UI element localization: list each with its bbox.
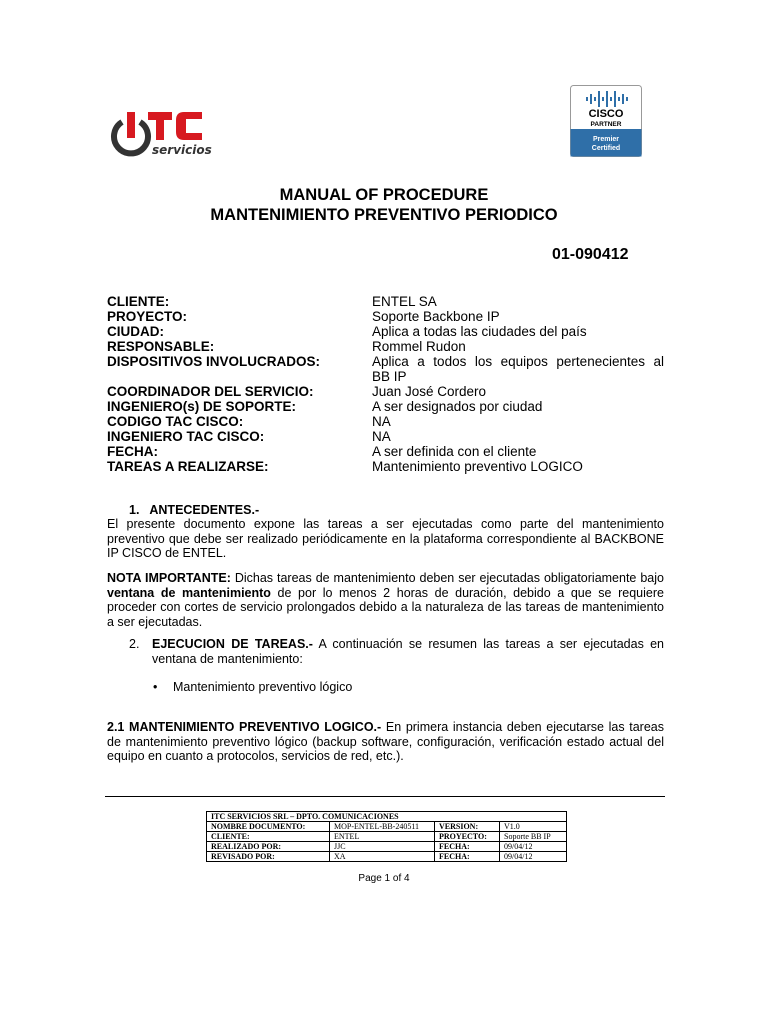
info-row-ingeniero-tac	[107, 429, 667, 444]
info-row-proyecto	[107, 309, 667, 324]
info-row-ingenieros	[107, 399, 667, 414]
power-icon	[114, 112, 148, 153]
table-cell: 09/04/12	[500, 842, 567, 852]
info-label: CLIENTE:	[107, 294, 170, 309]
list-item	[153, 680, 352, 694]
footer-header-row	[207, 812, 567, 822]
table-cell: FECHA:	[435, 852, 500, 862]
document-number: 01-090412	[552, 246, 629, 263]
info-row-fecha	[107, 444, 667, 459]
info-row-cliente	[107, 294, 667, 309]
table-cell: PROYECTO:	[435, 832, 500, 842]
section-1-heading: 1. ANTECEDENTES.-	[129, 503, 260, 517]
info-label: CIUDAD:	[107, 324, 164, 339]
section-2-1-text: En primera instancia deben ejecutarse las tareas de mantenimiento preventivo lógico (backup software, configuración, verificación estado actual del equipo en cuanto a protocolos, servicios de red, etc.).	[107, 720, 664, 763]
table-cell: 09/04/12	[500, 852, 567, 862]
footer-org: ITC SERVICIOS SRL – DPTO. COMUNICACIONES	[207, 812, 567, 822]
nota-bold-phrase: ventana de mantenimiento	[107, 585, 271, 600]
table-cell: NOMBRE DOCUMENTO:	[207, 822, 330, 832]
info-label: RESPONSABLE:	[107, 339, 215, 354]
info-label: CODIGO TAC CISCO:	[107, 414, 244, 429]
info-label: FECHA:	[107, 444, 158, 459]
table-cell: FECHA:	[435, 842, 500, 852]
info-value: NA	[372, 429, 391, 444]
info-value: Rommel Rudon	[372, 339, 466, 354]
section-2	[129, 637, 664, 666]
table-cell: MOP-ENTEL-BB-240511	[330, 822, 435, 832]
info-table	[107, 294, 667, 474]
svg-text:servicios: servicios	[152, 143, 212, 157]
table-row	[207, 842, 567, 852]
table-cell: V1.0	[500, 822, 567, 832]
info-label: INGENIERO TAC CISCO:	[107, 429, 265, 444]
info-value: Aplica a todas las ciudades del país	[372, 324, 587, 339]
table-cell: REALIZADO POR:	[207, 842, 330, 852]
cisco-partner-badge	[570, 85, 642, 157]
table-cell: Soporte BB IP	[500, 832, 567, 842]
info-row-codigo-tac	[107, 414, 667, 429]
info-value: Soporte Backbone IP	[372, 309, 500, 324]
badge-line3: Certified	[591, 145, 621, 152]
info-row-responsable	[107, 339, 667, 354]
footer-divider	[105, 796, 665, 797]
nota-text-1: Dichas tareas de mantenimiento deben ser ejecutadas obligatoriamente bajo	[230, 571, 664, 585]
section-2-heading: EJECUCION DE TAREAS.-	[152, 637, 313, 651]
table-cell: ENTEL	[330, 832, 435, 842]
info-value-line-2: BB IP	[372, 369, 407, 384]
section-2-1-heading: 2.1 MANTENIMIENTO PREVENTIVO LOGICO.-	[107, 720, 382, 734]
info-value: Mantenimiento preventivo LOGICO	[372, 459, 583, 474]
badge-brand: CISCO	[588, 108, 624, 120]
info-row-coordinador	[107, 384, 667, 399]
section-1-body: El presente documento expone las tareas a ser ejecutadas como parte del mantenimiento preventivo que debe ser realizado periódicamente en la plataforma correspondiente al BACKBONE IP CISCO de ENTEL.	[107, 517, 664, 560]
table-cell: REVISADO POR:	[207, 852, 330, 862]
title-line-1: MANUAL OF PROCEDURE	[279, 186, 489, 204]
info-value: NA	[372, 414, 391, 429]
info-label: INGENIERO(s) DE SOPORTE:	[107, 399, 297, 414]
table-cell: XA	[330, 852, 435, 862]
info-value	[372, 354, 664, 384]
nota-label: NOTA IMPORTANTE:	[107, 571, 231, 585]
info-value: Juan José Cordero	[372, 384, 487, 399]
section-2-number: 2.	[129, 637, 140, 651]
info-label: COORDINADOR DEL SERVICIO:	[107, 384, 314, 399]
nota-text-2: de por lo menos 2 horas de duración, debido a que se requiere proceder con cortes de servicio prolongados debido a la naturaleza de las tareas de mantenimiento a ser ejecutadas.	[107, 585, 664, 629]
nota-importante	[107, 571, 664, 629]
info-value-line-1: Aplica a todos los equipos pertenecientes al	[372, 354, 664, 369]
info-label: DISPOSITIVOS INVOLUCRADOS:	[107, 354, 321, 369]
table-cell: VERSION:	[435, 822, 500, 832]
info-value: A ser designados por ciudad	[372, 399, 543, 414]
badge-line1: PARTNER	[590, 121, 622, 128]
table-row	[207, 852, 567, 862]
itc-servicios-logo	[108, 110, 236, 160]
info-value: ENTEL SA	[372, 294, 437, 309]
table-row	[207, 822, 567, 832]
info-row-tareas	[107, 459, 667, 474]
table-row	[207, 832, 567, 842]
bullet-text: Mantenimiento preventivo lógico	[173, 680, 353, 694]
info-label: PROYECTO:	[107, 309, 188, 324]
title-line-2: MANTENIMIENTO PREVENTIVO PERIODICO	[210, 206, 558, 224]
section-2-1	[107, 720, 664, 764]
table-cell: CLIENTE:	[207, 832, 330, 842]
footer-table	[206, 811, 567, 862]
page-number: Page 1 of 4	[358, 873, 410, 884]
info-row-ciudad	[107, 324, 667, 339]
info-value: A ser definida con el cliente	[372, 444, 537, 459]
info-row-dispositivos	[107, 354, 667, 384]
badge-line2: Premier	[592, 136, 620, 143]
section-2-text: A continuación se resumen las tareas a ser ejecutadas en ventana de mantenimiento:	[152, 637, 664, 666]
bullet-icon: •	[153, 680, 158, 694]
info-label: TAREAS A REALIZARSE:	[107, 459, 269, 474]
table-cell: JJC	[330, 842, 435, 852]
